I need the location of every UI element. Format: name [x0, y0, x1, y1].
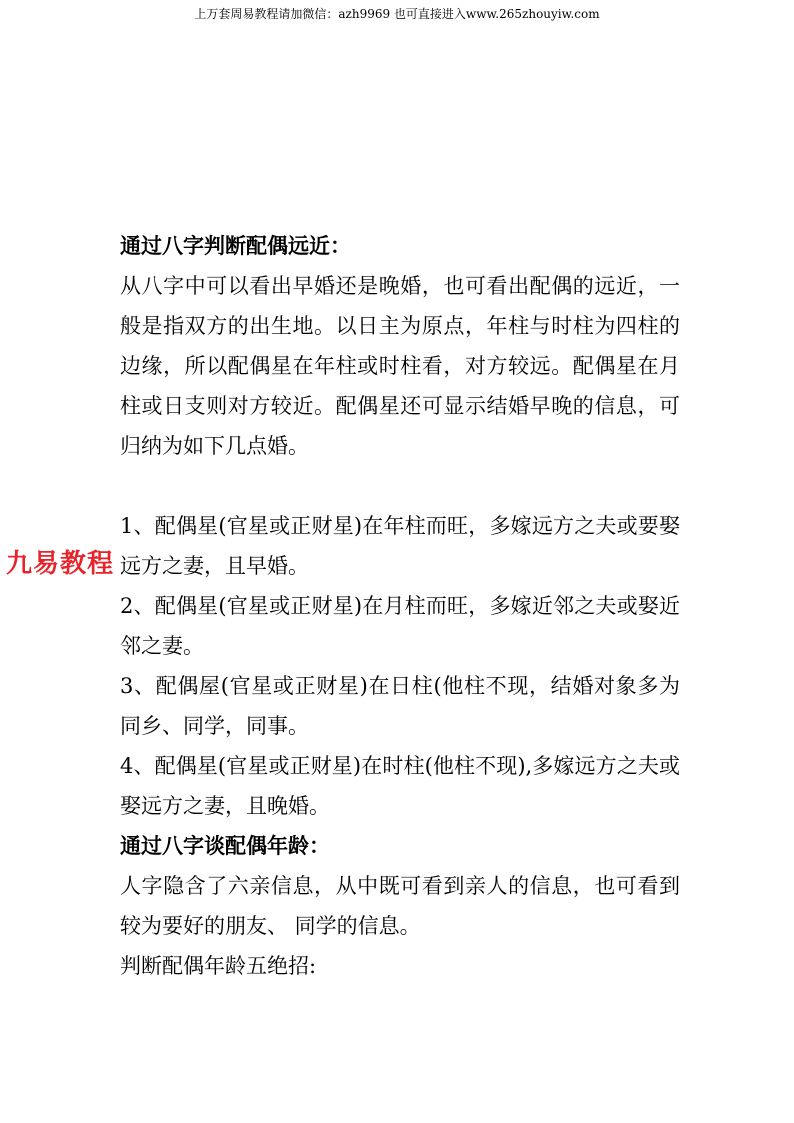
heading-spouse-age: 通过八字谈配偶年龄： [120, 834, 330, 858]
page-header: 上万套周易教程请加微信：azh9969 也可直接进入www.265zhouyiw.com [194, 7, 600, 21]
list-item-1: 1、配偶星(官星或正财星)在年柱而旺，多嫁远方之夫或要娶远方之妻，且早婚。 [120, 514, 680, 578]
five-tips-paragraph: 判断配偶年龄五绝招: [120, 954, 317, 978]
document-body [120, 226, 680, 986]
six-relatives-paragraph: 人字隐含了六亲信息，从中既可看到亲人的信息，也可看到较为要好的朋友、 同学的信息。 [120, 874, 680, 938]
intro-paragraph: 从八字中可以看出早婚还是晚婚，也可看出配偶的远近，一般是指双方的出生地。以日主为原点，年柱与时柱为四柱的边缘，所以配偶星在年柱或时柱看，对方较远。配偶星在月柱或日支则对方较近。配偶星还可显示结婚早晚的信息，可归纳为如下几点婚。 [120, 274, 680, 458]
watermark-logo: 九易教程 [6, 549, 115, 579]
list-item-4: 4、配偶星(官星或正财星)在时柱(他柱不现),多嫁远方之夫或娶远方之妻，且晚婚。 [120, 754, 680, 818]
list-item-3: 3、配偶屋(官星或正财星)在日柱(他柱不现，结婚对象多为同乡、同学，同事。 [120, 674, 680, 738]
paragraph-spacer [120, 466, 680, 506]
heading-spouse-distance: 通过八字判断配偶远近： [120, 234, 351, 258]
list-item-2: 2、配偶星(官星或正财星)在月柱而旺，多嫁近邻之夫或娶近邻之妻。 [120, 594, 680, 658]
